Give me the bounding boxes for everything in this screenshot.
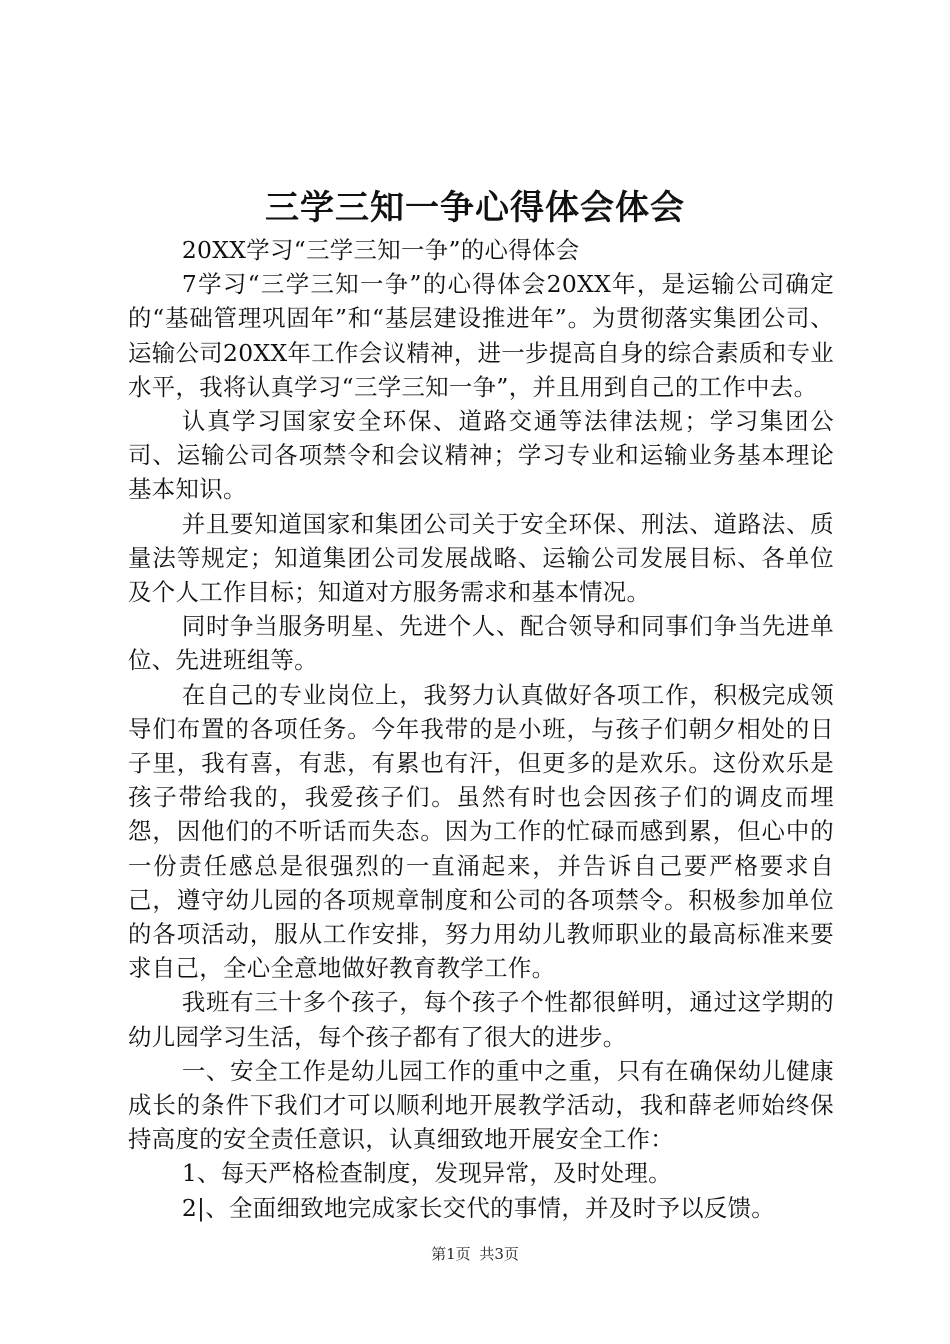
paragraph: 并且要知道国家和集团公司关于安全环保、刑法、道路法、质量法等规定；知道集团公司发展战略、运输公司发展目标、各单位及个人工作目标；知道对方服务需求和基本情况。 — [128, 509, 834, 607]
paragraph: 我班有三十多个孩子，每个孩子个性都很鲜明，通过这学期的幼儿园学习生活，每个孩子都有了很大的进步。 — [128, 988, 834, 1051]
page-number: 第1页 — [431, 1245, 471, 1263]
page-footer — [0, 1244, 950, 1264]
document-body — [128, 233, 834, 1225]
paragraph: 20XX学习“三学三知一争”的心得体会 — [181, 236, 580, 264]
paragraph: 2|、全面细致地完成家长交代的事情，并及时予以反馈。 — [181, 1193, 776, 1222]
paragraph: 1、每天严格检查制度，发现异常，及时处理。 — [181, 1159, 672, 1188]
paragraph: 同时争当服务明星、先进个人、配合领导和同事们争当先进单位、先进班组等。 — [128, 612, 834, 675]
paragraph: 认真学习国家安全环保、道路交通等法律法规；学习集团公司、运输公司各项禁令和会议精神；学习专业和运输业务基本理论基本知识。 — [128, 407, 834, 504]
paragraph: 7学习“三学三知一争”的心得体会20XX年，是运输公司确定的“基础管理巩固年”和“基层建设推进年”。为贯彻落实集团公司、运输公司20XX年工作会议精神，进一步提高自身的综合素质和专业水平，我将认真学习“三学三知一争”，并且用到自己的工作中去。 — [128, 270, 834, 401]
page-total: 共3页 — [479, 1245, 519, 1263]
paragraph: 一、安全工作是幼儿园工作的重中之重，只有在确保幼儿健康成长的条件下我们才可以顺利地开展教学活动，我和薛老师始终保持高度的安全责任意识，认真细致地开展安全工作： — [128, 1056, 834, 1154]
document-title: 三学三知一争心得体会体会 — [265, 188, 685, 228]
paragraph: 在自己的专业岗位上，我努力认真做好各项工作，积极完成领导们布置的各项任务。今年我带的是小班，与孩子们朝夕相处的日子里，我有喜，有悲，有累也有汗，但更多的是欢乐。这份欢乐是孩子带给我的，我爱孩子们。虽然有时也会因孩子们的调皮而埋怨，因他们的不听话而失态。因为工作的忙碌而感到累，但心中的一份责任感总是很强烈的一直涌起来，并告诉自己要严格要求自己，遵守幼儿园的各项规章制度和公司的各项禁令。积极参加单位的各项活动，服从工作安排，努力用幼儿教师职业的最高标准来要求自己，全心全意地做好教育教学工作。 — [128, 680, 834, 983]
